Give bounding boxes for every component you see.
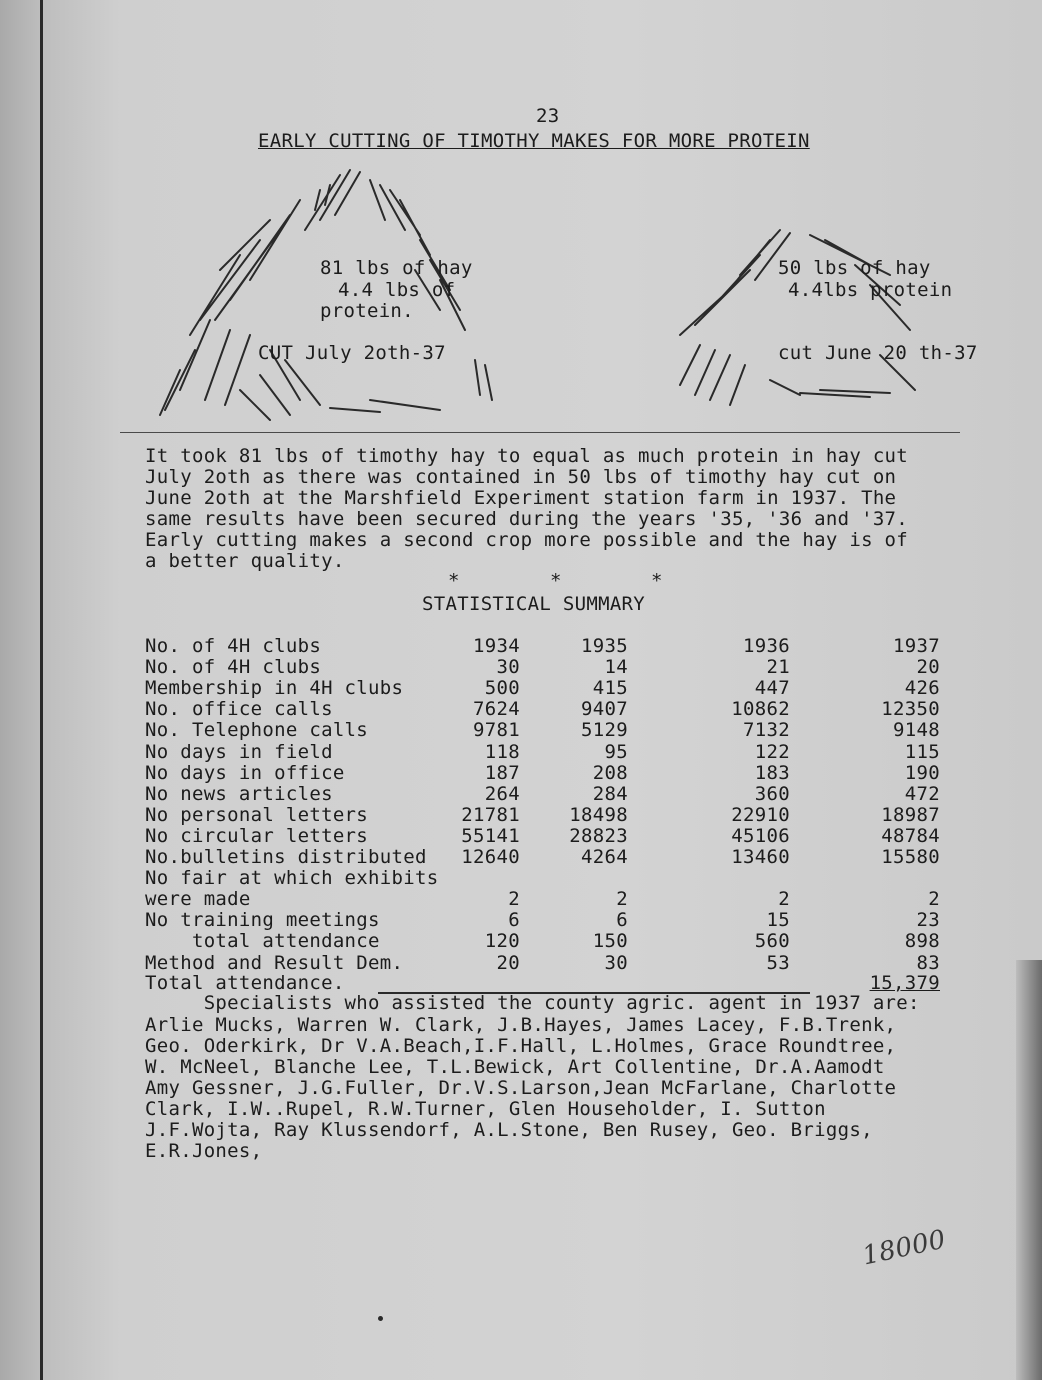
table-row-label: No training meetings	[145, 909, 380, 931]
table-cell: 10862	[731, 698, 790, 720]
table-cell: 9407	[581, 698, 628, 720]
table-cell: 20	[496, 952, 520, 974]
separator-asterisk: *	[550, 570, 562, 592]
table-row-label: total attendance	[145, 930, 380, 952]
table-row-label: No. office calls	[145, 698, 333, 720]
table-cell: 360	[754, 783, 790, 805]
right-stack-line1: 50 lbs of hay	[778, 257, 931, 279]
table-cell: 9148	[893, 719, 940, 741]
left-stack-line3: protein.	[320, 300, 414, 322]
table-cell: 500	[484, 677, 520, 699]
total-attendance-value: 15,379	[869, 972, 940, 994]
left-stack-cut-date: CUT July 2oth-37	[258, 342, 446, 364]
table-row-label: No personal letters	[145, 804, 369, 826]
table-cell: 898	[904, 930, 940, 952]
table-cell: 22910	[731, 804, 790, 826]
table-cell: 2	[616, 888, 628, 910]
table-row-label: No news articles	[145, 783, 333, 805]
table-cell: 15580	[881, 846, 940, 868]
table-cell: 447	[754, 677, 790, 699]
table-cell: 4264	[581, 846, 628, 868]
page-left-edge	[40, 0, 43, 1380]
table-cell: 28823	[569, 825, 628, 847]
table-cell: 21	[766, 656, 790, 678]
table-row-label: No circular letters	[145, 825, 369, 847]
table-cell: 1935	[581, 635, 628, 657]
specialists-line: Specialists who assisted the county agric. agent in 1937 are:	[145, 992, 920, 1014]
specialists-line: Clark, I.W..Rupel, R.W.Turner, Glen Householder, I. Sutton	[145, 1098, 826, 1120]
specialists-line: Arlie Mucks, Warren W. Clark, J.B.Hayes, James Lacey, F.B.Trenk,	[145, 1014, 897, 1036]
table-row-label: Membership in 4H clubs	[145, 677, 404, 699]
table-cell: 118	[484, 741, 520, 763]
table-cell: 30	[604, 952, 628, 974]
specialists-line: Geo. Oderkirk, Dr V.A.Beach,I.F.Hall, L.Holmes, Grace Roundtree,	[145, 1035, 897, 1057]
separator-asterisk: *	[651, 570, 663, 592]
summary-title: STATISTICAL SUMMARY	[422, 593, 646, 615]
paragraph-line: same results have been secured during the years '35, '36 and '37.	[145, 508, 909, 530]
table-row-label: No. Telephone calls	[145, 719, 369, 741]
table-cell: 6	[508, 909, 520, 931]
table-cell: 415	[592, 677, 628, 699]
table-cell: 1936	[743, 635, 790, 657]
table-row-label: No. of 4H clubs	[145, 656, 322, 678]
table-cell: 95	[604, 741, 628, 763]
table-row-label: No.bulletins distributed	[145, 846, 427, 868]
table-cell: 187	[484, 762, 520, 784]
table-cell: 12350	[881, 698, 940, 720]
table-cell: 150	[592, 930, 628, 952]
page-number: 23	[536, 105, 560, 127]
specialists-line: E.R.Jones,	[145, 1140, 263, 1162]
table-cell: 18498	[569, 804, 628, 826]
table-row-label: Method and Result Dem.	[145, 952, 404, 974]
table-cell: 20	[916, 656, 940, 678]
paragraph-line: July 2oth as there was contained in 50 lbs of timothy hay cut on	[145, 466, 897, 488]
page-title: EARLY CUTTING OF TIMOTHY MAKES FOR MORE PROTEIN	[258, 130, 810, 152]
table-cell: 2	[928, 888, 940, 910]
right-stack-cut-date: cut June 20 th-37	[778, 342, 978, 364]
paragraph-line: Early cutting makes a second crop more possible and the hay is of	[145, 529, 909, 551]
specialists-line: J.F.Wojta, Ray Klussendorf, A.L.Stone, Ben Rusey, Geo. Briggs,	[145, 1119, 873, 1141]
table-cell: 190	[904, 762, 940, 784]
left-stack-line1: 81 lbs of hay	[320, 257, 473, 279]
table-cell: 13460	[731, 846, 790, 868]
specialists-line: W. McNeel, Blanche Lee, T.L.Bewick, Art Collentine, Dr.A.Aamodt	[145, 1056, 885, 1078]
table-cell: 30	[496, 656, 520, 678]
left-stack-line2: 4.4 lbs of	[338, 279, 456, 301]
right-stack-line2: 4.4lbs protein	[788, 279, 953, 301]
table-row-label: No fair at which exhibits	[145, 867, 439, 889]
total-attendance-label: Total attendance.	[145, 972, 345, 994]
table-cell: 208	[592, 762, 628, 784]
table-row-label: No. of 4H clubs	[145, 635, 322, 657]
table-cell: 21781	[461, 804, 520, 826]
table-cell: 472	[904, 783, 940, 805]
table-cell: 7132	[743, 719, 790, 741]
table-cell: 183	[754, 762, 790, 784]
table-cell: 122	[754, 741, 790, 763]
specialists-line: Amy Gessner, J.G.Fuller, Dr.V.S.Larson,Jean McFarlane, Charlotte	[145, 1077, 897, 1099]
table-cell: 14	[604, 656, 628, 678]
table-cell: 1937	[893, 635, 940, 657]
table-cell: 2	[778, 888, 790, 910]
table-cell: 12640	[461, 846, 520, 868]
table-cell: 48784	[881, 825, 940, 847]
table-row-label: No days in office	[145, 762, 345, 784]
table-cell: 15	[766, 909, 790, 931]
right-haystack-sketch	[640, 215, 970, 415]
ground-line	[120, 432, 960, 433]
table-cell: 18987	[881, 804, 940, 826]
table-cell: 23	[916, 909, 940, 931]
table-cell: 45106	[731, 825, 790, 847]
table-row-label: No days in field	[145, 741, 333, 763]
table-cell: 9781	[473, 719, 520, 741]
paragraph-line: It took 81 lbs of timothy hay to equal as much protein in hay cut	[145, 445, 909, 467]
table-cell: 120	[484, 930, 520, 952]
table-cell: 560	[754, 930, 790, 952]
table-cell: 1934	[473, 635, 520, 657]
table-cell: 5129	[581, 719, 628, 741]
paragraph-line: June 2oth at the Marshfield Experiment station farm in 1937. The	[145, 487, 897, 509]
table-cell: 83	[916, 952, 940, 974]
table-cell: 53	[766, 952, 790, 974]
table-cell: 55141	[461, 825, 520, 847]
table-cell: 2	[508, 888, 520, 910]
paragraph-line: a better quality.	[145, 550, 345, 572]
separator-asterisk: *	[448, 570, 460, 592]
table-cell: 284	[592, 783, 628, 805]
table-cell: 7624	[473, 698, 520, 720]
page-right-shadow	[1016, 960, 1042, 1380]
table-cell: 426	[904, 677, 940, 699]
table-row-label: were made	[145, 888, 251, 910]
table-cell: 264	[484, 783, 520, 805]
page-speck	[378, 1316, 383, 1321]
table-cell: 115	[904, 741, 940, 763]
table-cell: 6	[616, 909, 628, 931]
handwritten-note: 18000	[859, 1224, 949, 1272]
